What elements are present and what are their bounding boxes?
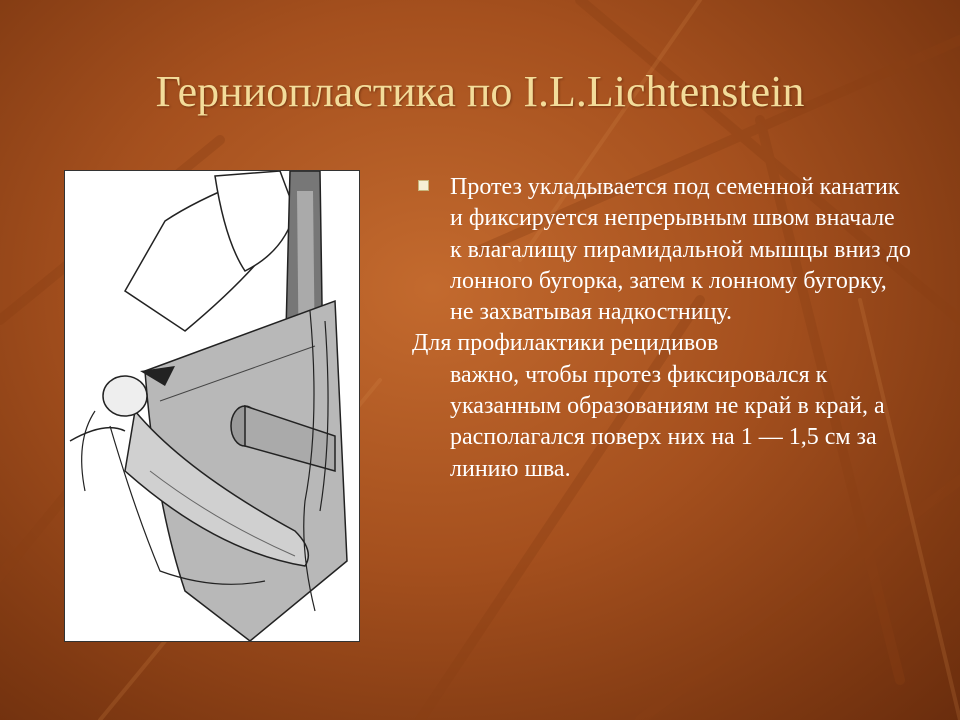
bullet-text: Протез укладывается под семенной канатик и фиксируется непрерывным швом вначале к влагалищу пирамидальной мышцы вниз до лонного бугорка, затем к лонному бугорку, не захватывая надкостницу. [450,174,911,326]
slide-title: Герниопластика по I.L.Lichtenstein [155,67,805,116]
surgical-illustration [64,170,360,642]
square-bullet-icon [418,180,429,191]
hernioplasty-drawing [65,171,359,641]
paragraph-rest: важно, чтобы протез фиксировался к указанным образованиям не край в край, а располагался поверх них на 1 — 1,5 см за линию шва. [450,361,885,482]
paragraph-first-line: Для профилактики рецидивов [412,330,719,357]
bullet-item [412,172,912,328]
slide-body [412,172,912,485]
prevention-paragraph [412,328,912,484]
